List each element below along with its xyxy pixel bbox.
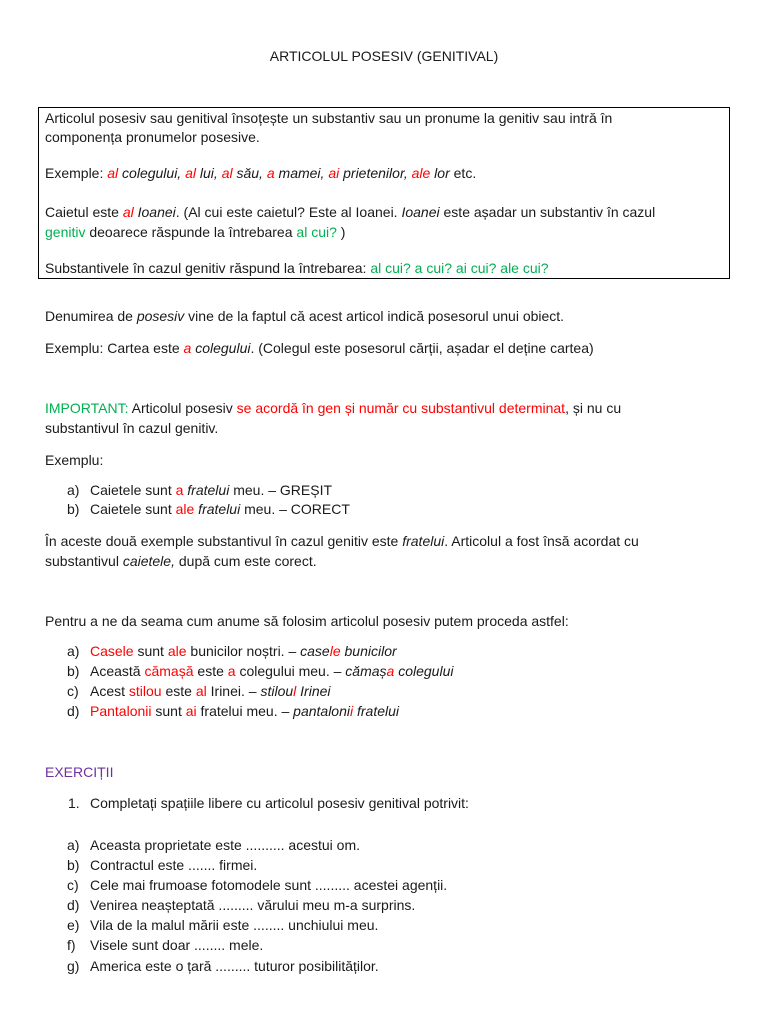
example-article: al (185, 165, 196, 181)
example-noun: cămaș (345, 663, 387, 679)
task-text: Completați spațiile libere cu articolul posesiv genitival potrivit: (90, 795, 469, 811)
text-run: Caietele sunt (90, 501, 176, 517)
exercise-marker: f) (67, 937, 76, 953)
article-ending: l (293, 683, 297, 699)
question-line (45, 258, 549, 278)
noun-highlight: stilou (128, 683, 162, 699)
text-run: este (193, 663, 228, 679)
noun-highlight: cămașă (144, 663, 194, 679)
text-run: sunt (151, 703, 186, 719)
example-noun: fratelui (183, 482, 230, 498)
noun-highlight: Pantalonii (90, 703, 152, 719)
example-article: al (107, 165, 119, 181)
text-run: vine de la faptul că acest articol indică posesorul unui obiect. (184, 308, 565, 324)
example-noun: Ioanei (133, 204, 176, 220)
list-item (90, 681, 331, 701)
text-run: , și nu cu (565, 400, 622, 416)
page-title: ARTICOLUL POSESIV (GENITIVAL) (269, 48, 499, 64)
text-run: fratelui meu. – (196, 703, 294, 719)
task-number: 1. (68, 795, 80, 811)
article-ending: le (329, 643, 341, 659)
example-noun: Ioanei (401, 204, 440, 220)
rule-highlight: se acordă în gen și număr cu substantivul determinat (236, 400, 566, 416)
exercise-marker: d) (67, 897, 80, 913)
explicatie-line (45, 551, 317, 571)
example-noun: Irinei (296, 683, 331, 699)
text-run: Irinei. – (206, 683, 261, 699)
exercise-item: Contractul este ....... firmei. (90, 857, 258, 873)
example-article: ale (167, 643, 187, 659)
text-run: meu. – CORECT (240, 501, 350, 517)
example-noun: colegului, (118, 165, 186, 181)
text-run: după cum este corect. (174, 553, 317, 569)
example-noun: prietenilor, (339, 165, 412, 181)
text-run: este așadar un substantiv în cazul (439, 204, 656, 220)
text-run: Această (90, 663, 145, 679)
list-marker: b) (67, 501, 80, 517)
text-run: Caietul este (45, 204, 123, 220)
exercise-marker: a) (67, 837, 80, 853)
procedura-paragraph: Pentru a ne da seama cum anume să folosim articolul posesiv putem proceda astfel: (45, 613, 569, 629)
exercises-heading: EXERCIȚII (45, 764, 114, 780)
definition-line: componența pronumelor posesive. (45, 129, 260, 145)
text-run: deoarece răspunde la întrebarea (85, 224, 297, 240)
text-run: Articolul posesiv (128, 400, 237, 416)
example-article: a (183, 340, 192, 356)
list-item (90, 641, 397, 661)
example-article: a (175, 482, 184, 498)
example-noun: său, (232, 165, 267, 181)
text-run: . (Al cui este caietul? Este al Ioanei. (175, 204, 402, 220)
text-run: este (161, 683, 196, 699)
exercise-marker: c) (67, 877, 79, 893)
exercise-item: Vila de la malul mării este ........ unchiului meu. (90, 917, 379, 933)
text-run: Exemplu: Cartea este (45, 340, 184, 356)
exercise-marker: e) (67, 917, 80, 933)
text-run: Acest (90, 683, 129, 699)
example-article: ai (185, 703, 197, 719)
list-item (90, 480, 332, 500)
important-line: substantivul în cazul genitiv. (45, 420, 219, 436)
example-noun: colegului (191, 340, 251, 356)
question-highlight: al cui? (296, 224, 337, 240)
example-article: ale (411, 165, 431, 181)
caiet-line (45, 222, 345, 242)
example-noun: mamei, (274, 165, 329, 181)
example-noun: pantaloni (293, 703, 350, 719)
text-run: etc. (449, 165, 477, 181)
exercise-item: Venirea neașteptată ......... vărului meu m-a surprins. (90, 897, 416, 913)
list-marker: a) (67, 643, 80, 659)
definition-box (38, 107, 730, 279)
example-article: ale (175, 501, 195, 517)
explicatie-line (45, 531, 639, 551)
text-run: ) (336, 224, 346, 240)
list-marker: a) (67, 482, 80, 498)
definition-line: Articolul posesiv sau genitival însoțește un substantiv sau un pronume la genitiv sau intră în (45, 110, 613, 126)
list-marker: c) (67, 683, 79, 699)
text-run: Substantivele în cazul genitiv răspund la întrebarea: (45, 260, 371, 276)
question-highlight: al cui? a cui? ai cui? ale cui? (370, 260, 549, 276)
exercise-item: Cele mai frumoase fotomodele sunt ......... acestei agenții. (90, 877, 448, 893)
list-item (90, 499, 350, 519)
article-ending: a (386, 663, 395, 679)
exercise-item: Aceasta proprietate este .......... acestui om. (90, 837, 361, 853)
text-run: substantivul (45, 553, 123, 569)
example-noun: lor (430, 165, 450, 181)
example-noun: caietele, (122, 553, 175, 569)
exercise-marker: g) (67, 958, 80, 974)
example-noun: fratelui (353, 703, 400, 719)
text-run: sunt (133, 643, 168, 659)
exemplu-label: Exemplu: (45, 452, 104, 468)
list-item (90, 701, 399, 721)
important-label: IMPORTANT: (45, 400, 129, 416)
text-run: colegului meu. – (235, 663, 346, 679)
exemplu-carte-paragraph (45, 338, 594, 358)
denumire-paragraph (45, 306, 564, 326)
case-highlight: genitiv (45, 224, 86, 240)
important-line (45, 398, 621, 418)
text-run: Denumirea de (45, 308, 137, 324)
example-article: al (195, 683, 207, 699)
exercise-item: Visele sunt doar ........ mele. (90, 937, 264, 953)
list-item (90, 661, 453, 681)
caiet-line (45, 202, 655, 222)
text-run: Caietele sunt (90, 482, 176, 498)
example-noun: fratelui (402, 533, 445, 549)
exercise-item: America este o țară ......... tuturor posibilităților. (90, 958, 379, 974)
example-noun: lui, (196, 165, 222, 181)
text-run: În aceste două exemple substantivul în cazul genitiv este (45, 533, 403, 549)
text-run: . (Colegul este posesorul cărții, așadar el deține cartea) (250, 340, 594, 356)
text-run: meu. – GREȘIT (229, 482, 333, 498)
list-marker: d) (67, 703, 80, 719)
example-noun: colegului (394, 663, 454, 679)
article-ending: i (349, 703, 354, 719)
example-noun: case (300, 643, 330, 659)
examples-label: Exemple: (45, 165, 108, 181)
example-article: al (221, 165, 233, 181)
text-run: bunicilor noștri. – (186, 643, 301, 659)
example-article: a (227, 663, 236, 679)
example-noun: bunicilor (340, 643, 397, 659)
example-article: al (122, 204, 134, 220)
example-article: a (266, 165, 275, 181)
exercise-marker: b) (67, 857, 80, 873)
emphasis: posesiv (136, 308, 185, 324)
list-marker: b) (67, 663, 80, 679)
examples-line (45, 163, 476, 183)
example-noun: stilou (260, 683, 294, 699)
noun-highlight: Casele (90, 643, 134, 659)
text-run: . Articolul a fost însă acordat cu (444, 533, 639, 549)
example-noun: fratelui (194, 501, 241, 517)
example-article: ai (328, 165, 340, 181)
